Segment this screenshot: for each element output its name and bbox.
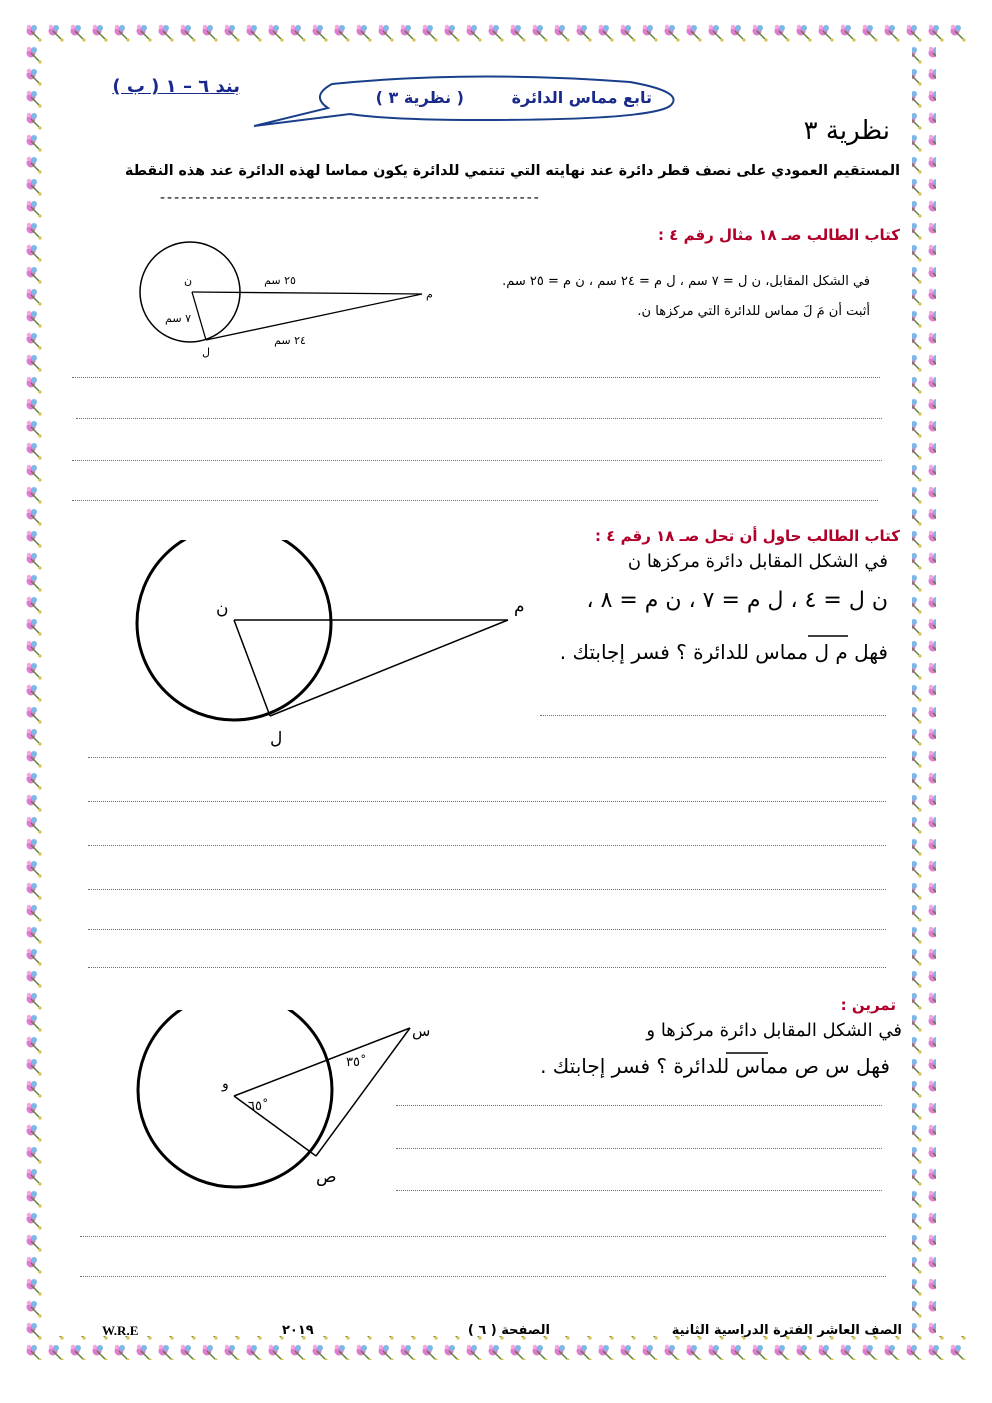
answer-line[interactable] — [72, 377, 880, 378]
try-figure — [130, 540, 530, 760]
label-l: ل — [270, 729, 283, 749]
overline-ml — [806, 633, 850, 639]
segment-nm — [192, 292, 422, 294]
exercise-heading: تمرين : — [840, 996, 896, 1014]
answer-line[interactable] — [72, 460, 882, 461]
answer-line[interactable] — [88, 889, 886, 890]
answer-line[interactable] — [540, 715, 886, 716]
segment-nl — [234, 620, 270, 716]
overline-ss — [724, 1050, 770, 1056]
answer-line[interactable] — [76, 418, 882, 419]
example-figure — [130, 240, 440, 370]
example-line-2: أثبت أن مَ لَ مماس للدائرة التي مركزها ن. — [637, 304, 870, 319]
bubble-subtitle: ( نظرية ٣ ) — [375, 88, 464, 107]
footer-year: ٢٠١٩ — [282, 1323, 314, 1338]
label-angle-s: ٣٥ْ — [346, 1055, 360, 1070]
bubble-title: تابع مماس الدائرة — [511, 88, 652, 107]
exercise-circle — [138, 1010, 332, 1187]
try-line-1: في الشكل المقابل دائرة مركزها ن — [627, 551, 888, 572]
footer-author: W.R.E — [102, 1323, 139, 1338]
answer-line[interactable] — [80, 1236, 886, 1237]
theorem-title: نظرية ٣ — [803, 116, 890, 146]
label-n: ن — [183, 274, 193, 287]
try-circle — [137, 540, 331, 720]
answer-line[interactable] — [88, 801, 886, 802]
segment-lm — [206, 294, 422, 340]
label-nl-length: ٧ سم — [165, 312, 191, 325]
label-sad: ص — [316, 1167, 337, 1187]
answer-line[interactable] — [80, 1276, 886, 1277]
segment-ssad — [316, 1028, 410, 1156]
label-nm-length: ٢٥ سم — [264, 274, 296, 287]
try-line-2: ن ل = ٤ ، ل م = ٧ ، ن م = ٨ ، — [586, 588, 888, 613]
theorem-statement: المستقيم العمودي على نصف قطر دائرة عند نهايته التي تنتمي للدائرة يكون مماسا لهذه الدائرة عند هذه النقطة — [124, 163, 900, 179]
segment-wsad — [234, 1096, 316, 1156]
dash-separator: ------------------------------------------------------ — [160, 190, 541, 206]
section-reference: بند ٦ – ١ ( ب ) — [112, 76, 240, 97]
label-angle-w: ٦٥ْ — [248, 1099, 262, 1114]
segment-ws — [234, 1028, 410, 1096]
footer-page-number: الصفحة ( ٦ ) — [467, 1323, 550, 1338]
exercise-line-1: في الشكل المقابل دائرة مركزها و — [646, 1020, 902, 1041]
label-n: ن — [216, 599, 229, 619]
footer-class-term: الصف العاشر الفترة الدراسية الثانية — [671, 1323, 902, 1338]
label-l: ل — [202, 346, 210, 359]
label-lm-length: ٢٤ سم — [274, 334, 306, 347]
label-s: س — [412, 1022, 431, 1040]
exercise-line-2: فهل س ص مماس للدائرة ؟ فسر إجابتك . — [540, 1054, 890, 1078]
label-m: م — [514, 597, 525, 617]
answer-line[interactable] — [396, 1105, 882, 1106]
answer-line[interactable] — [88, 845, 886, 846]
segment-nl — [192, 292, 206, 340]
try-line-3: فهل م ل مماس للدائرة ؟ فسر إجابتك . — [559, 640, 888, 664]
label-m: م — [426, 288, 433, 301]
answer-line[interactable] — [72, 500, 878, 501]
answer-line[interactable] — [396, 1148, 882, 1149]
try-heading: كتاب الطالب حاول أن تحل صـ ١٨ رقم ٤ : — [595, 527, 900, 545]
answer-line[interactable] — [88, 929, 886, 930]
example-line-1: في الشكل المقابل، ن ل = ٧ سم ، ل م = ٢٤ سم ، ن م = ٢٥ سم. — [502, 274, 870, 289]
label-w: و — [222, 1076, 229, 1092]
answer-line[interactable] — [396, 1190, 882, 1191]
segment-lm — [270, 620, 508, 716]
example-heading: كتاب الطالب صـ ١٨ مثال رقم ٤ : — [657, 226, 900, 244]
answer-line[interactable] — [88, 757, 886, 758]
answer-line[interactable] — [88, 967, 886, 968]
